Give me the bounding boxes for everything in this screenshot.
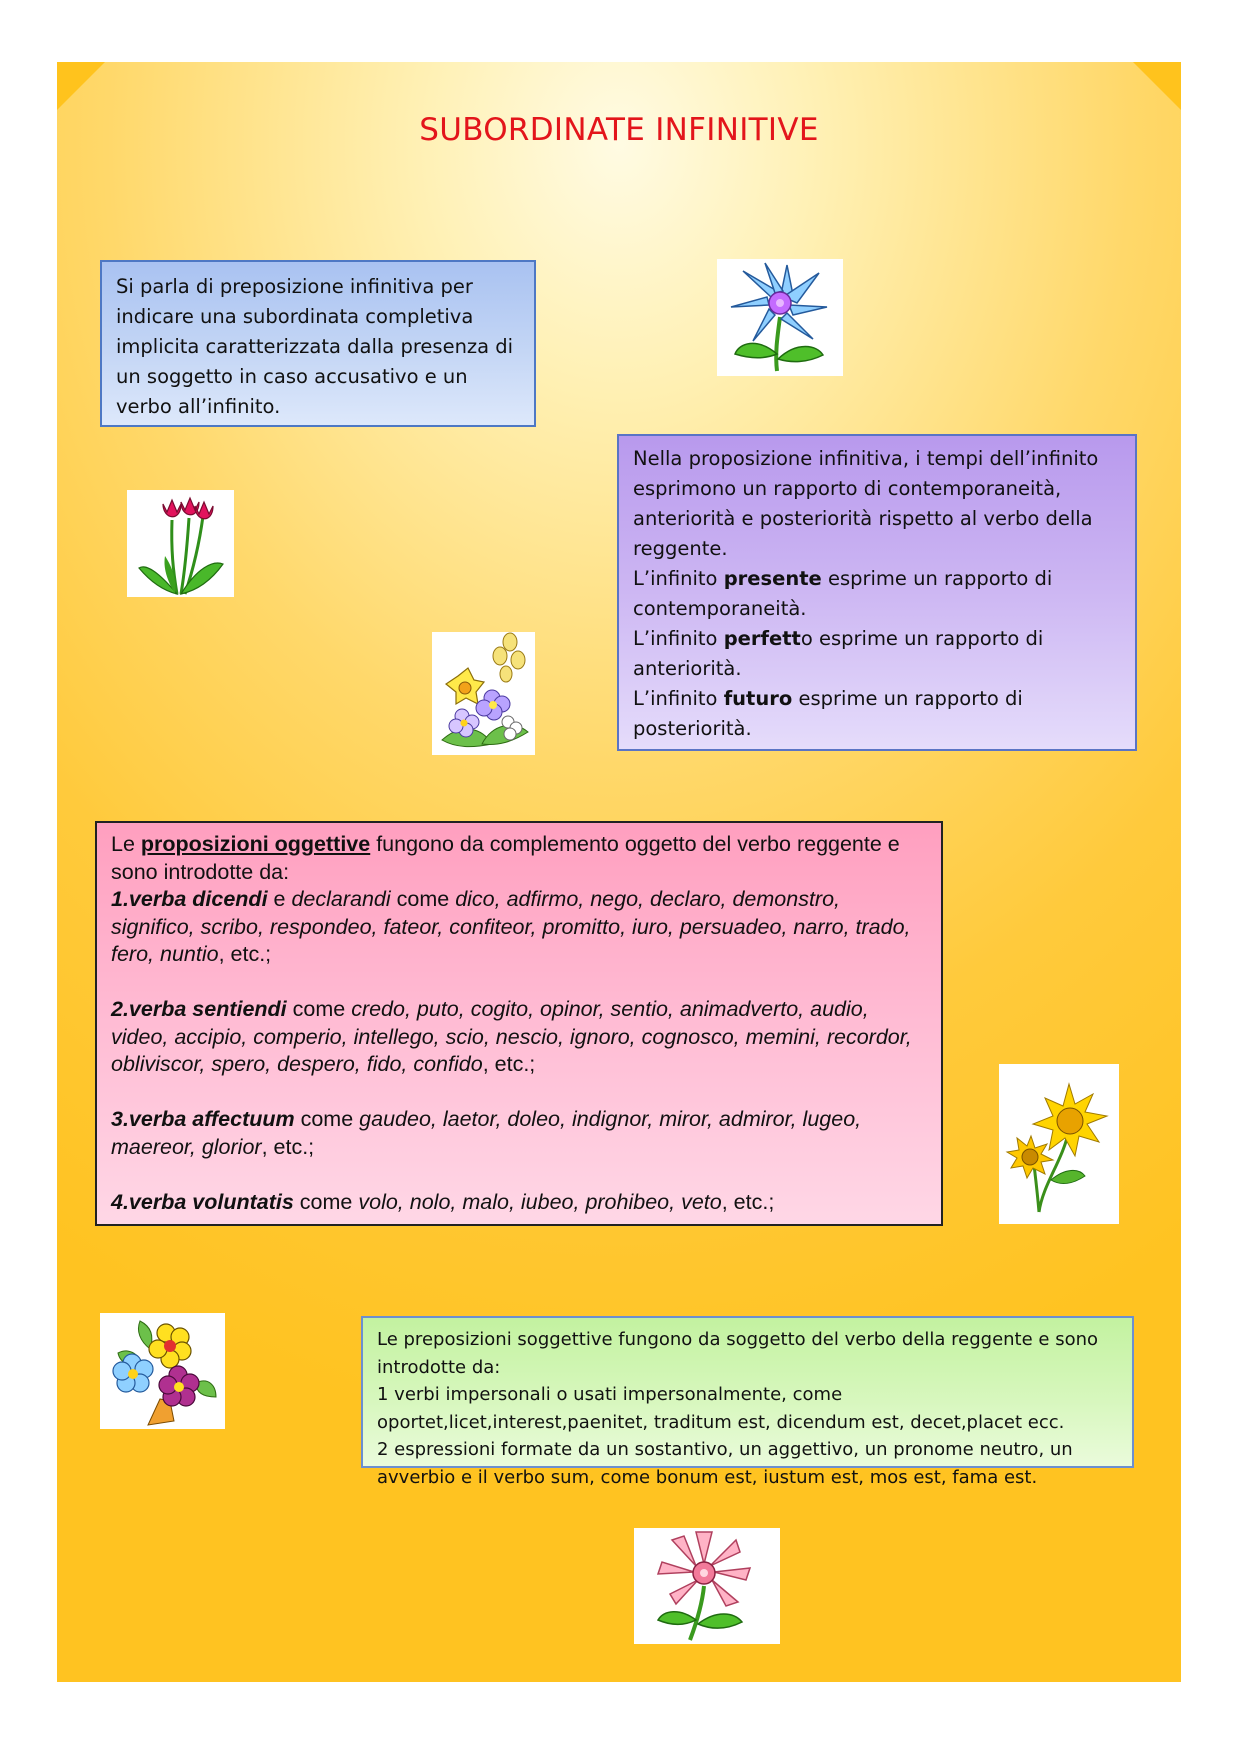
tenses-intro: Nella proposizione infinitiva, i tempi dell’infinito esprimono un rapporto di contemporaneità, anteriorità e posteriorità rispetto al verbo della reggente. <box>633 447 1099 560</box>
verba-voluntatis-item <box>111 1189 927 1217</box>
definition-box <box>100 260 536 427</box>
verba-sentiendi-come: come <box>286 997 352 1021</box>
pink-flower-icon <box>634 1528 780 1644</box>
verba-sentiendi-label: 2.verba sentiendi <box>111 997 287 1021</box>
verba-voluntatis-list: volo, nolo, malo, iubeo, prohibeo, veto <box>358 1189 722 1214</box>
corner-decoration-left <box>57 62 105 110</box>
tense-perfect-prefix: L’infinito <box>633 627 724 650</box>
tense-perfect-line <box>633 624 1121 684</box>
tulips-icon <box>127 490 234 597</box>
subject-clauses-intro: Le preposizioni soggettive fungono da soggetto del verbo della reggente e sono introdotte da: <box>377 1329 1099 1378</box>
verba-dicendi-conj: e <box>267 887 292 911</box>
tenses-box <box>617 434 1137 751</box>
subject-clauses-box <box>361 1316 1134 1488</box>
spring-bouquet-icon <box>432 632 535 755</box>
verba-dicendi-label: 1.verba dicendi <box>111 887 268 911</box>
verba-dicendi-etc: , etc.; <box>218 942 272 966</box>
flower-cluster-icon <box>100 1313 225 1429</box>
object-clauses-intro <box>111 831 927 969</box>
poster-page <box>57 62 1181 1682</box>
verba-dicendi-come: come <box>390 887 456 911</box>
tense-future-prefix: L’infinito <box>633 687 724 710</box>
tense-present-desc: esprime un rapporto di contemporaneità. <box>633 567 1053 620</box>
tense-perfect-term: perfett <box>723 627 801 650</box>
tense-perfect-desc: o esprime un rapporto di anteriorità. <box>633 627 1044 680</box>
verba-affectuum-come: come <box>294 1107 360 1131</box>
verba-dicendi-list: dico, adfirmo, nego, declaro, demonstro, significo, scribo, respondeo, fateor, confiteor, promitto, iuro, persuadeo, narro, trado, fero, nuntio <box>111 887 911 966</box>
tense-present-line <box>633 564 1121 624</box>
tense-present-term: presente <box>723 567 822 590</box>
verba-voluntatis-come: come <box>293 1189 359 1214</box>
object-clauses-intro-rest: fungono da complemento oggetto del verbo reggente e sono introdotte da: <box>111 832 900 884</box>
subject-clauses-item-1: 1 verbi impersonali o usati impersonalmente, come oportet,licet,interest,paenitet, traditum est, dicendum est, decet,placet ecc. <box>377 1384 1065 1433</box>
object-clauses-term: proposizioni oggettive <box>140 832 371 856</box>
verba-sentiendi-list: credo, puto, cogito, opinor, sentio, animadverto, audio, video, accipio, comperio, intellego, scio, nescio, ignoro, cognosco, memini, recordor, obliviscor, spero, despero, fido, confido <box>111 997 912 1076</box>
verba-voluntatis-etc: , etc.; <box>721 1189 775 1214</box>
blue-flower-icon <box>717 259 843 376</box>
verba-sentiendi-item <box>111 996 927 1079</box>
object-clauses-box <box>95 821 943 1226</box>
verba-affectuum-etc: , etc.; <box>261 1134 315 1159</box>
verba-affectuum-item <box>111 1106 927 1161</box>
tense-present-prefix: L’infinito <box>633 567 724 590</box>
verba-affectuum-list: gaudeo, laetor, doleo, indignor, miror, admiror, lugeo, maereor, glorior <box>111 1107 862 1159</box>
definition-text: Si parla di preposizione infinitiva per indicare una subordinata completiva implicita caratterizzata dalla presenza di un soggetto in caso accusativo e un verbo all’infinito. <box>116 275 514 418</box>
tense-future-term: futuro <box>723 687 793 710</box>
verba-affectuum-label: 3.verba affectuum <box>111 1107 295 1131</box>
corner-decoration-right <box>1133 62 1181 110</box>
sunflowers-icon <box>999 1064 1119 1224</box>
subject-clauses-item-2: 2 espressioni formate da un sostantivo, un aggettivo, un pronome neutro, un avverbio e il verbo sum, come bonum est, iustum est, mos est, fama est. <box>377 1439 1073 1488</box>
object-clauses-intro-prefix: Le <box>111 832 141 856</box>
verba-sentiendi-etc: , etc.; <box>482 1052 536 1076</box>
page-title: SUBORDINATE INFINITIVE <box>419 112 819 148</box>
tense-future-desc: esprime un rapporto di posteriorità. <box>633 687 1023 740</box>
verba-voluntatis-label: 4.verba voluntatis <box>111 1189 294 1214</box>
verba-declarandi-label: declarandi <box>291 887 391 911</box>
tense-future-line <box>633 684 1121 744</box>
